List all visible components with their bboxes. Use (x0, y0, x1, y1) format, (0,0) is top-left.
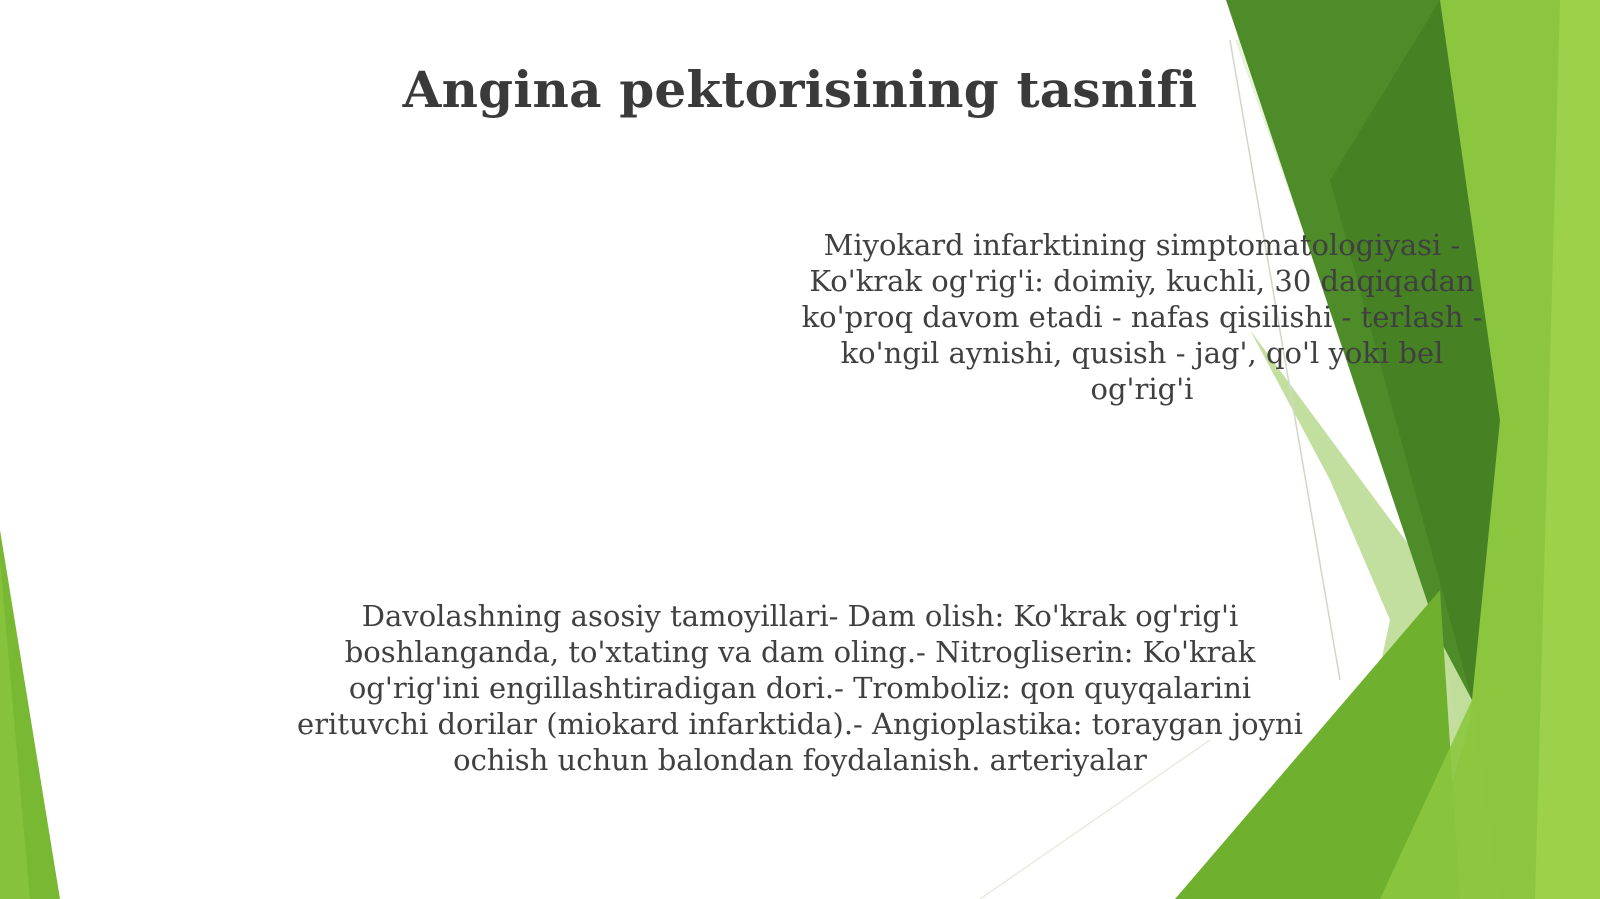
slide-title: Angina pektorisining tasnifi (402, 60, 1198, 119)
treatment-text-box: Davolashning asosiy tamoyillari- Dam olish: Ko'krak og'rig'i boshlanganda, to'xtating va dam oling.- Nitrogliserin: Ko'krak og'rig'ini engillashtiradigan dori.- Tromboliz: qon quyqalarini erituvchi dorilar (miokard infarktida).- Angioplastika: toraygan joyni ochish uchun balondan foydalanish. arteriyalar (297, 599, 1303, 777)
symptoms-text-box: Miyokard infarktining simptomatologiyasi - Ko'krak og'rig'i: doimiy, kuchli, 30 daqiqadan ko'proq davom etadi - nafas qisilishi - terlash - ko'ngil aynishi, qusish - jag', qo'l yoki bel og'rig'i (801, 228, 1483, 406)
